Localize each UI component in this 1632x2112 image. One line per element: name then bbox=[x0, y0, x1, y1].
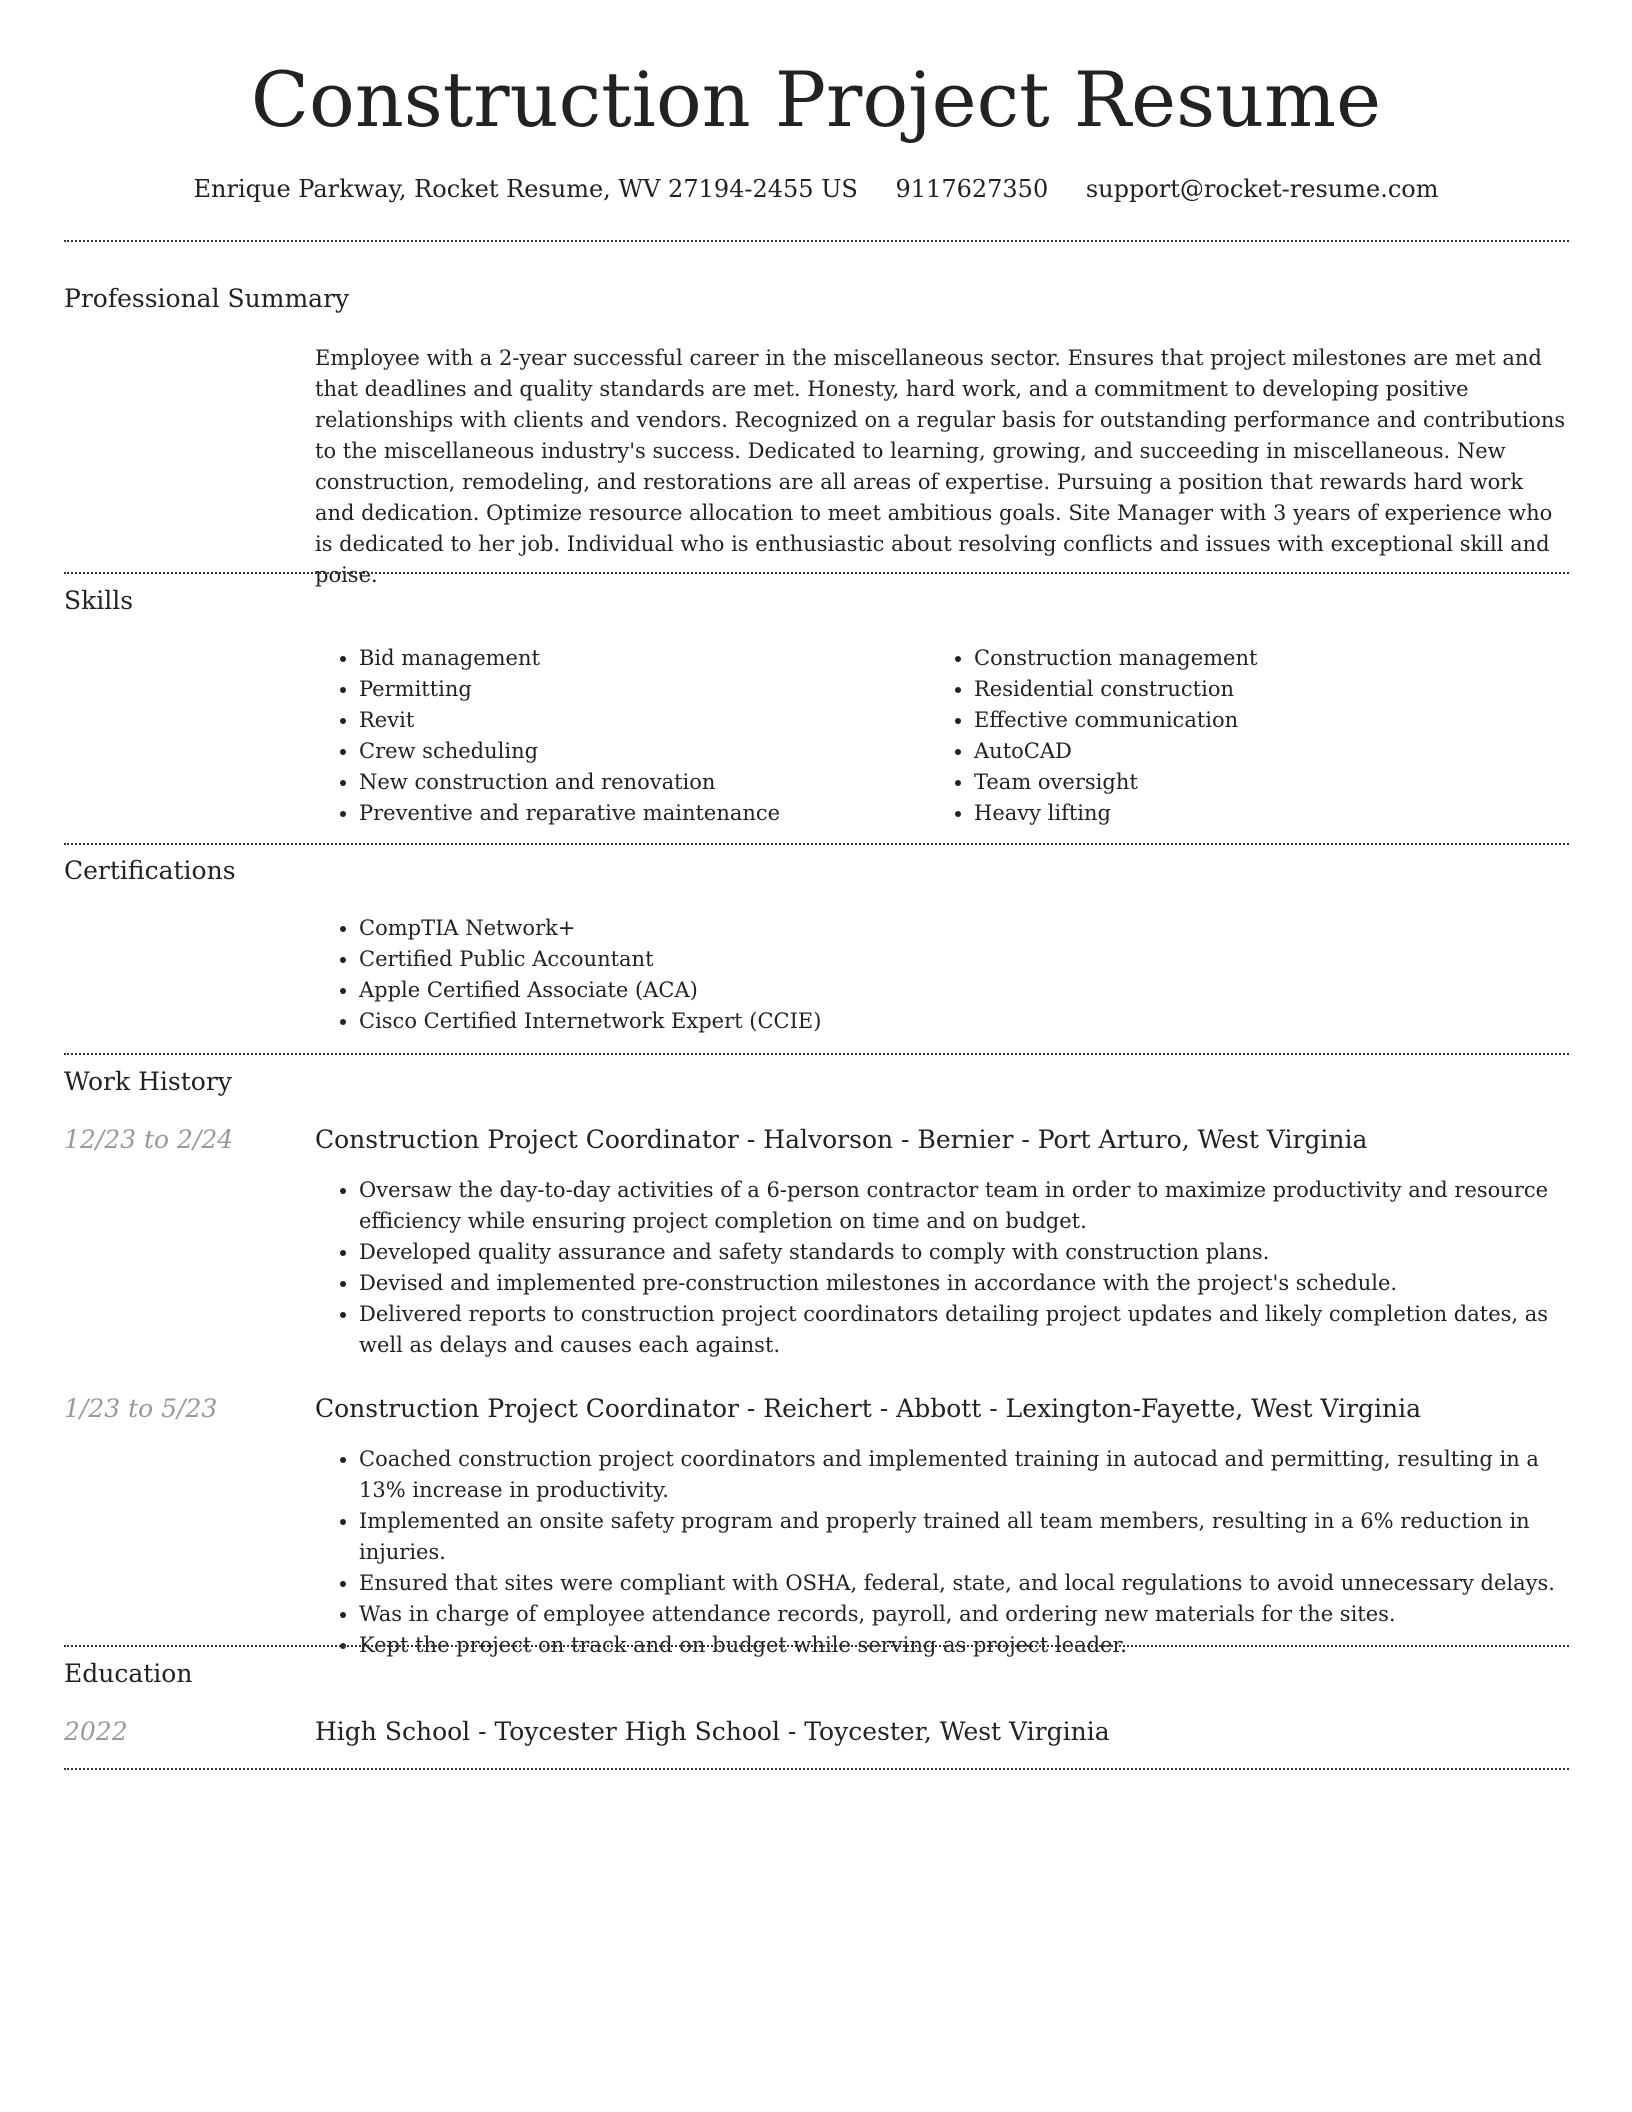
contact-info bbox=[0, 172, 1632, 206]
contact-email: support@rocket-resume.com bbox=[1085, 175, 1439, 203]
job-dates: 1/23 to 5/23 bbox=[64, 1394, 218, 1423]
skill-item: • AutoCAD bbox=[974, 736, 1534, 767]
education-year: 2022 bbox=[64, 1717, 128, 1746]
skill-item: • Team oversight bbox=[974, 767, 1534, 798]
skills-list-right bbox=[930, 643, 1534, 829]
job-bullet: • Devised and implemented pre-construction milestones in accordance with the project's schedule. bbox=[359, 1268, 1569, 1299]
certification-item: • Apple Certified Associate (ACA) bbox=[359, 975, 1559, 1006]
job-bullet: • Implemented an onsite safety program and properly trained all team members, resulting in a 6% reduction in injuries. bbox=[359, 1506, 1569, 1568]
section-title-education: Education bbox=[64, 1659, 193, 1688]
job-bullet: • Developed quality assurance and safety standards to comply with construction plans. bbox=[359, 1237, 1569, 1268]
section-divider bbox=[64, 572, 1569, 574]
job-bullet: • Coached construction project coordinators and implemented training in autocad and permitting, resulting in a 13% increase in productivity. bbox=[359, 1444, 1569, 1506]
skill-item: • Preventive and reparative maintenance bbox=[359, 798, 919, 829]
section-divider bbox=[64, 1053, 1569, 1055]
job-bullet: • Ensured that sites were compliant with OSHA, federal, state, and local regulations to avoid unnecessary delays. bbox=[359, 1568, 1569, 1599]
job-bullet: • Oversaw the day-to-day activities of a 6-person contractor team in order to maximize productivity and resource efficiency while ensuring project completion on time and on budget. bbox=[359, 1175, 1569, 1237]
job-bullet: • Delivered reports to construction project coordinators detailing project updates and likely completion dates, as well as delays and causes each against. bbox=[359, 1299, 1569, 1361]
education-title: High School - Toycester High School - Toycester, West Virginia bbox=[315, 1717, 1110, 1746]
section-divider bbox=[64, 1645, 1569, 1647]
section-title-summary: Professional Summary bbox=[64, 284, 350, 313]
certifications-list bbox=[315, 913, 1559, 1037]
section-title-work-history: Work History bbox=[64, 1067, 232, 1096]
skill-item: • Revit bbox=[359, 705, 919, 736]
job-title: Construction Project Coordinator - Reichert - Abbott - Lexington-Fayette, West Virginia bbox=[315, 1394, 1422, 1423]
job-dates: 12/23 to 2/24 bbox=[64, 1125, 234, 1154]
section-title-skills: Skills bbox=[64, 586, 134, 615]
summary-text: Employee with a 2-year successful career in the miscellaneous sector. Ensures that project milestones are met and that deadlines and quality standards are met. Honesty, hard work, and a commitment to developing positive relationships with clients and vendors. Recognized on a regular basis for outstanding performance and contributions to the miscellaneous industry's success. Dedicated to learning, growing, and succeeding in miscellaneous. New construction, remodeling, and restorations are all areas of expertise. Pursuing a position that rewards hard work and dedication. Optimize resource allocation to meet ambitious goals. Site Manager with 3 years of experience who is dedicated to her job. Individual who is enthusiastic about resolving conflicts and issues with exceptional skill and poise. bbox=[315, 346, 1566, 587]
section-title-certifications: Certifications bbox=[64, 856, 236, 885]
certification-item: • CompTIA Network+ bbox=[359, 913, 1559, 944]
job-bullet: • Was in charge of employee attendance records, payroll, and ordering new materials for the sites. bbox=[359, 1599, 1569, 1630]
certification-item: • Cisco Certified Internetwork Expert (CCIE) bbox=[359, 1006, 1559, 1037]
skill-item: • New construction and renovation bbox=[359, 767, 919, 798]
contact-phone: 9117627350 bbox=[895, 175, 1049, 203]
job-title: Construction Project Coordinator - Halvorson - Bernier - Port Arturo, West Virginia bbox=[315, 1125, 1368, 1154]
skill-item: • Construction management bbox=[974, 643, 1534, 674]
skill-item: • Bid management bbox=[359, 643, 919, 674]
skill-item: • Permitting bbox=[359, 674, 919, 705]
job-bullets bbox=[315, 1444, 1569, 1661]
section-divider bbox=[64, 1768, 1569, 1770]
job-bullets bbox=[315, 1175, 1569, 1361]
skill-item: • Crew scheduling bbox=[359, 736, 919, 767]
job-bullet: • Kept the project on track and on budget while serving as project leader. bbox=[359, 1630, 1569, 1661]
resume-title: Construction Project Resume bbox=[250, 55, 1382, 144]
skills-list-left bbox=[315, 643, 919, 829]
contact-address: Enrique Parkway, Rocket Resume, WV 27194-2455 US bbox=[193, 175, 858, 203]
skill-item: • Effective communication bbox=[974, 705, 1534, 736]
certification-item: • Certified Public Accountant bbox=[359, 944, 1559, 975]
skill-item: • Residential construction bbox=[974, 674, 1534, 705]
section-divider bbox=[64, 843, 1569, 845]
skill-item: • Heavy lifting bbox=[974, 798, 1534, 829]
section-divider bbox=[64, 240, 1569, 242]
